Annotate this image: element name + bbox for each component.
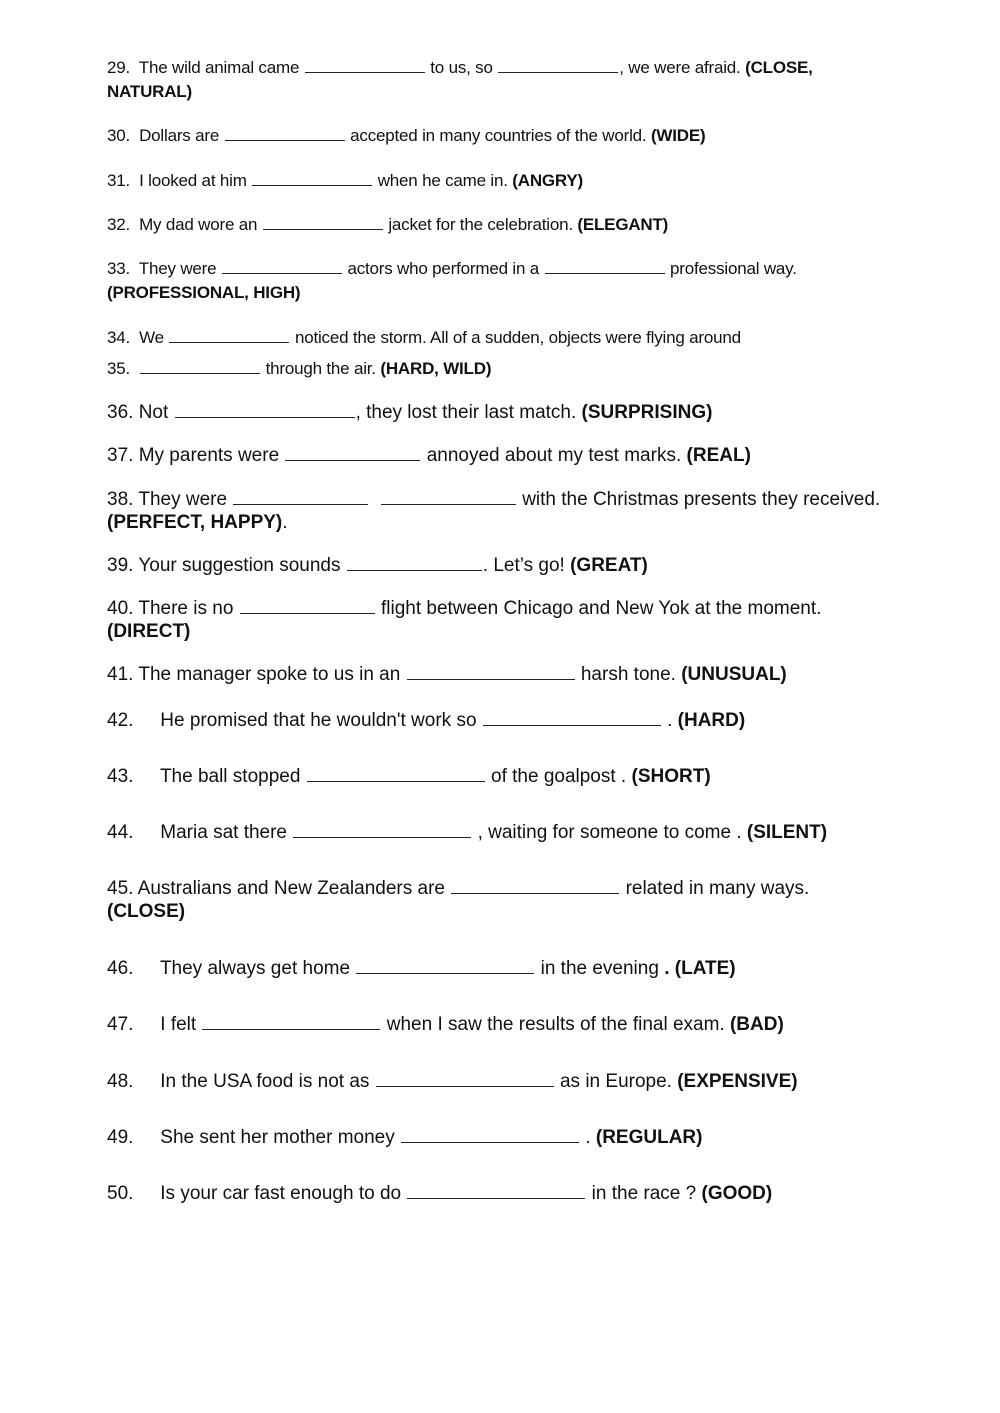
word-hint: (HARD) xyxy=(677,710,746,731)
word-hint: (DIRECT) xyxy=(107,621,191,642)
sentence-text: Dollars are xyxy=(139,126,220,145)
sentence-text: in the evening xyxy=(540,958,659,979)
answer-blank[interactable] xyxy=(252,184,372,186)
sentence-text: flight between Chicago and New Yok at the moment. xyxy=(380,598,822,619)
sentence-text: They always get home xyxy=(159,958,351,979)
answer-blank[interactable] xyxy=(222,272,342,274)
sentence-end: . xyxy=(282,512,288,533)
exercise-number: 40. xyxy=(107,598,134,619)
answer-blank[interactable] xyxy=(293,836,471,838)
exercise-number: 38. xyxy=(107,489,134,510)
word-hint: (PERFECT, HAPPY) xyxy=(107,512,283,533)
sentence-text: They were xyxy=(138,259,217,278)
sentence-text: The manager spoke to us in an xyxy=(138,664,401,685)
sentence-text: when I saw the results of the final exam. xyxy=(386,1014,725,1035)
sentence-text: , waiting for someone to come . xyxy=(477,822,742,843)
answer-blank[interactable] xyxy=(240,612,375,614)
exercise-number: 50. xyxy=(107,1183,134,1204)
exercise-47 xyxy=(107,1013,917,1036)
word-hint: (HARD, WILD) xyxy=(380,359,492,378)
word-hint: (ELEGANT) xyxy=(577,215,669,234)
word-hint: . (LATE) xyxy=(664,958,736,979)
sentence-text: We xyxy=(139,328,164,347)
sentence-text: Australians and New Zealanders are xyxy=(137,878,445,899)
sentence-text: as in Europe. xyxy=(559,1071,672,1092)
sentence-text: I looked at him xyxy=(139,171,247,190)
exercise-number: 32. xyxy=(107,215,131,234)
sentence-text: , they lost their last match. xyxy=(355,402,577,423)
exercise-number: 35. xyxy=(107,359,131,378)
sentence-text: Not xyxy=(138,402,169,423)
exercise-35 xyxy=(107,357,917,381)
sentence-text: professional way. xyxy=(670,259,797,278)
exercise-31 xyxy=(107,169,917,193)
word-hint: (SURPRISING) xyxy=(581,402,713,423)
exercise-32 xyxy=(107,213,917,237)
exercise-number: 33. xyxy=(107,259,131,278)
exercise-number: 36. xyxy=(107,402,134,423)
exercise-39 xyxy=(107,554,917,577)
word-hint: (UNUSUAL) xyxy=(681,664,787,685)
sentence-text: The ball stopped xyxy=(159,766,301,787)
sentence-text: They were xyxy=(138,489,228,510)
word-hint: (EXPENSIVE) xyxy=(677,1071,798,1092)
exercise-34 xyxy=(107,326,917,350)
answer-blank[interactable] xyxy=(169,341,289,343)
sentence-text: I felt xyxy=(160,1014,197,1035)
answer-blank[interactable] xyxy=(545,272,665,274)
word-hint: (CLOSE) xyxy=(107,901,186,922)
exercise-37 xyxy=(107,444,917,467)
exercise-49 xyxy=(107,1126,917,1149)
answer-blank[interactable] xyxy=(263,228,383,230)
exercise-33 xyxy=(107,257,917,305)
sentence-text: with the Christmas presents they received. xyxy=(522,489,881,510)
exercise-number: 39. xyxy=(107,555,134,576)
answer-blank[interactable] xyxy=(140,372,260,374)
sentence-text: in the race ? xyxy=(591,1183,697,1204)
sentence-text: of the goalpost . xyxy=(491,766,627,787)
answer-blank[interactable] xyxy=(401,1141,579,1143)
sentence-text: . Let’s go! xyxy=(482,555,565,576)
sentence-text: jacket for the celebration. xyxy=(388,215,573,234)
sentence-text: actors who performed in a xyxy=(347,259,539,278)
answer-blank[interactable] xyxy=(285,459,420,461)
answer-blank[interactable] xyxy=(233,503,368,505)
sentence-text: accepted in many countries of the world. xyxy=(350,126,647,145)
exercise-number: 45. xyxy=(107,878,134,899)
sentence-text: . xyxy=(585,1127,591,1148)
exercise-number: 37. xyxy=(107,445,134,466)
answer-blank[interactable] xyxy=(407,678,575,680)
exercise-48 xyxy=(107,1070,917,1093)
sentence-text: to us, so xyxy=(430,58,493,77)
word-hint: (CLOSE, xyxy=(745,58,813,77)
exercise-38 xyxy=(107,488,917,534)
answer-blank[interactable] xyxy=(498,71,618,73)
sentence-text: She sent her mother money xyxy=(160,1127,395,1148)
answer-blank[interactable] xyxy=(347,569,482,571)
exercise-number: 31. xyxy=(107,171,131,190)
exercise-36 xyxy=(107,401,917,424)
word-hint: (WIDE) xyxy=(650,126,706,145)
sentence-text: related in many ways. xyxy=(625,878,810,899)
sentence-text: In the USA food is not as xyxy=(160,1071,370,1092)
answer-blank[interactable] xyxy=(356,972,534,974)
sentence-text: He promised that he wouldn't work so xyxy=(160,710,477,731)
answer-blank[interactable] xyxy=(307,780,485,782)
exercise-number: 29. xyxy=(107,58,131,77)
answer-blank[interactable] xyxy=(407,1197,585,1199)
answer-blank[interactable] xyxy=(451,892,619,894)
sentence-text: through the air. xyxy=(265,359,376,378)
word-hint-continued: NATURAL) xyxy=(107,82,192,101)
exercise-40 xyxy=(107,597,917,643)
answer-blank[interactable] xyxy=(225,139,345,141)
exercise-number: 48. xyxy=(107,1071,134,1092)
sentence-text: noticed the storm. All of a sudden, objects were flying around xyxy=(294,328,741,347)
sentence-text: annoyed about my test marks. xyxy=(426,445,682,466)
answer-blank[interactable] xyxy=(175,416,355,418)
word-hint: (BAD) xyxy=(729,1014,784,1035)
word-hint: (SILENT) xyxy=(746,822,828,843)
exercise-44 xyxy=(107,821,917,844)
sentence-text: The wild animal came xyxy=(138,58,300,77)
sentence-text: Your suggestion sounds xyxy=(138,555,341,576)
exercise-41 xyxy=(107,663,917,686)
sentence-text: There is no xyxy=(138,598,234,619)
sentence-text: , we were afraid. xyxy=(619,58,741,77)
sentence-text: My dad wore an xyxy=(139,215,258,234)
sentence-text: Maria sat there xyxy=(160,822,288,843)
exercise-46 xyxy=(107,957,917,980)
answer-blank[interactable] xyxy=(483,724,661,726)
answer-blank[interactable] xyxy=(381,503,516,505)
exercise-number: 43. xyxy=(107,766,134,787)
word-hint: (PROFESSIONAL, HIGH) xyxy=(107,283,301,302)
exercise-30 xyxy=(107,124,917,148)
exercise-number: 44. xyxy=(107,822,134,843)
exercise-number: 46. xyxy=(107,958,134,979)
answer-blank[interactable] xyxy=(202,1028,380,1030)
sentence-text: . xyxy=(667,710,673,731)
exercise-number: 42. xyxy=(107,710,134,731)
word-hint: (REAL) xyxy=(686,445,751,466)
exercise-50 xyxy=(107,1182,917,1205)
exercise-number: 41. xyxy=(107,664,134,685)
exercise-number: 47. xyxy=(107,1014,134,1035)
answer-blank[interactable] xyxy=(305,71,425,73)
sentence-text: My parents were xyxy=(138,445,280,466)
word-hint: (SHORT) xyxy=(631,766,711,787)
word-hint: (GREAT) xyxy=(570,555,648,576)
exercise-45 xyxy=(107,877,917,923)
exercise-42 xyxy=(107,709,917,732)
exercise-number: 49. xyxy=(107,1127,134,1148)
sentence-text: when he came in. xyxy=(377,171,508,190)
word-hint: (REGULAR) xyxy=(595,1127,703,1148)
exercise-43 xyxy=(107,765,917,788)
sentence-text: harsh tone. xyxy=(580,664,676,685)
word-hint: (GOOD) xyxy=(701,1183,773,1204)
sentence-text: Is your car fast enough to do xyxy=(160,1183,402,1204)
word-hint: (ANGRY) xyxy=(512,171,583,190)
exercise-number: 34. xyxy=(107,328,131,347)
answer-blank[interactable] xyxy=(376,1085,554,1087)
exercise-29 xyxy=(107,56,917,104)
exercise-number: 30. xyxy=(107,126,131,145)
